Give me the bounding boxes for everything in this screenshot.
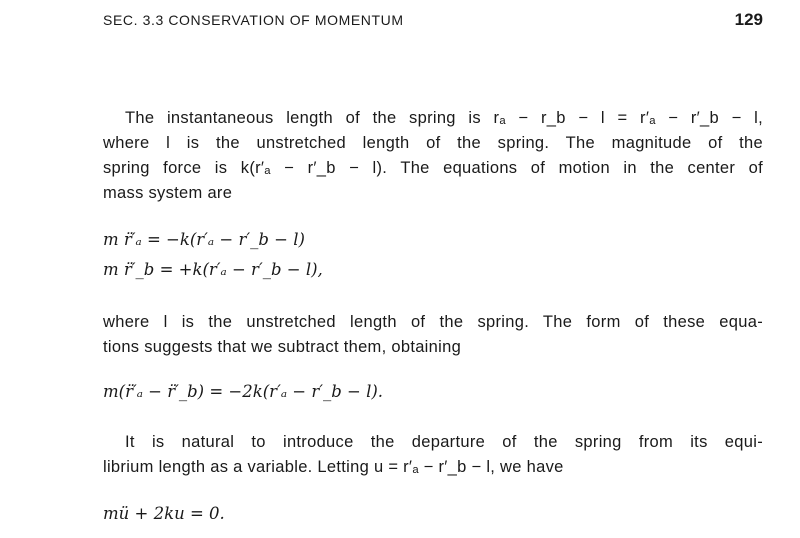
section-title: SEC. 3.3 CONSERVATION OF MOMENTUM bbox=[103, 12, 404, 28]
page-number: 129 bbox=[734, 10, 763, 29]
paragraph-subtract bbox=[103, 310, 763, 360]
paragraph-spring-length bbox=[103, 106, 763, 206]
equation-difference: m(r̈′ₐ − r̈′_b) = −2k(r′ₐ − r′_b − l). bbox=[103, 382, 384, 401]
text-line: tions suggests that we subtract them, obtaining bbox=[103, 338, 462, 356]
text-line: spring force is k(r′ₐ − r′_b − l). The equations of motion in the center of bbox=[103, 159, 763, 177]
text-line: It is natural to introduce the departure of the spring from its equi- bbox=[125, 433, 763, 451]
equation-motion-b: m r̈′_b = +k(r′ₐ − r′_b − l), bbox=[103, 260, 323, 279]
text-line: where l is the unstretched length of the spring. The form of these equa- bbox=[103, 313, 763, 331]
paragraph-departure bbox=[103, 430, 763, 480]
text-line: where l is the unstretched length of the spring. The magnitude of the bbox=[103, 134, 763, 152]
text-line: librium length as a variable. Letting u = r′ₐ − r′_b − l, we have bbox=[103, 458, 564, 476]
text-line: mass system are bbox=[103, 184, 233, 202]
text-line: The instantaneous length of the spring is rₐ − r_b − l = r′ₐ − r′_b − l, bbox=[125, 109, 763, 127]
running-header bbox=[103, 10, 763, 34]
equation-motion-a: m r̈′ₐ = −k(r′ₐ − r′_b − l) bbox=[103, 230, 305, 249]
equation-oscillator: mü + 2ku = 0. bbox=[103, 504, 225, 523]
